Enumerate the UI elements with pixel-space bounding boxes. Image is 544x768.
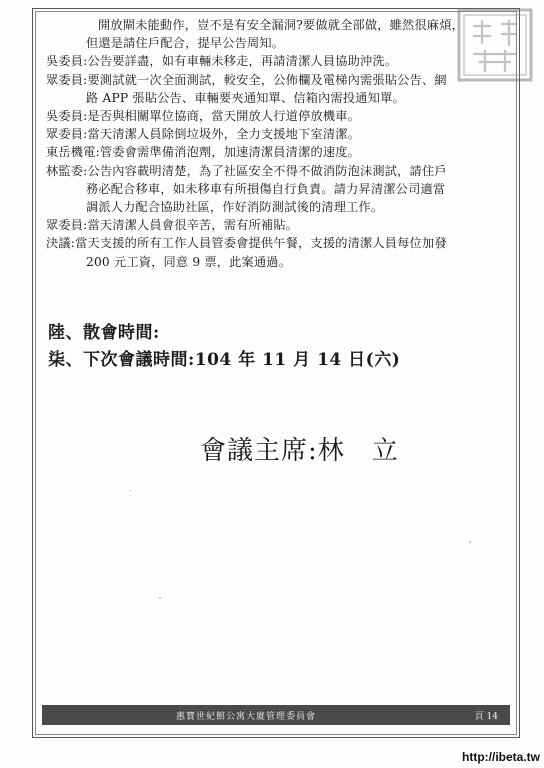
speaker-text: 要測試就一次全面測試，較安全，公佈欄及電梯內需張貼公告、網 xyxy=(87,72,447,87)
minutes-body xyxy=(46,16,506,271)
speaker-text: 公告要詳盡，如有車輛未移走，再請清潔人員協助沖洗。 xyxy=(87,54,398,69)
speaker-colon: : xyxy=(95,145,100,160)
speaker-text: 公告內容載明清楚，為了社區安全不得不做消防泡沫測試，請住戶 xyxy=(87,163,447,178)
speaker-text-continued: 調派人力配合協助社區，作好消防測試後的清理工作。 xyxy=(86,200,384,215)
speaker-label: 吳委員 xyxy=(46,54,84,69)
speaker-colon: : xyxy=(83,218,88,233)
speaker-colon: : xyxy=(83,163,88,178)
adjourn-time-heading: 陸、散會時間: xyxy=(48,323,160,343)
speaker-label: 東岳機電 xyxy=(46,145,96,160)
speaker-text-continued: 200 元工資，同意 9 票，此案通過。 xyxy=(86,254,292,269)
speaker-label: 眾委員 xyxy=(46,72,84,87)
minutes-entry xyxy=(46,71,506,107)
speaker-text-continued: 務必配合移車，如未移車有所損傷自行負責。請力昇清潔公司適當 xyxy=(86,181,446,196)
scan-speckles xyxy=(130,490,530,610)
speaker-text-continued: 路 APP 張貼公告、車輛要夾通知單、信箱內需投通知單。 xyxy=(86,90,405,105)
page-footer xyxy=(42,705,510,725)
speaker-text: 管委會需準備消泡劑，加速清潔員清潔的速度。 xyxy=(99,145,361,160)
speaker-text: 當天清潔人員除倒垃圾外，全力支援地下室清潔。 xyxy=(87,127,361,142)
speaker-label: 決議 xyxy=(46,236,71,251)
speaker-label: 吳委員 xyxy=(46,109,84,124)
minutes-entry xyxy=(46,125,506,143)
next-meeting-heading: 柒、下次會議時間:104 年 11 月 14 日(六) xyxy=(48,350,401,370)
minutes-entry xyxy=(46,16,506,52)
speaker-label: 眾委員 xyxy=(46,127,84,142)
minutes-entry xyxy=(46,52,506,70)
speaker-colon: : xyxy=(83,54,88,69)
footer-page-number: 頁 14 xyxy=(474,711,498,722)
speaker-label: 林監委 xyxy=(46,163,84,178)
speaker-colon: : xyxy=(70,236,76,251)
minutes-entry xyxy=(46,107,506,125)
speaker-colon: : xyxy=(83,127,88,142)
speaker-colon: : xyxy=(83,72,88,87)
meeting-chair: 會議主席:林 立 xyxy=(200,436,399,466)
speaker-label: 眾委員 xyxy=(46,218,84,233)
speaker-text: 當天支援的所有工作人員管委會提供午餐，支援的清潔人員每位加發 xyxy=(75,236,447,251)
site-watermark: http://ibeta.tw xyxy=(462,750,540,764)
minutes-entry xyxy=(46,216,506,234)
minutes-entry xyxy=(46,162,506,217)
minutes-text: 開放閘未能動作，豈不是有安全漏洞?要做就全部做，雖然很麻煩， xyxy=(98,18,464,32)
minutes-entry xyxy=(46,143,506,161)
minutes-text-continued: 但還是請住戶配合，提早公告周知。 xyxy=(86,36,285,51)
footer-org-name: 惠寶世紀館公寓大廈管理委員會 xyxy=(175,711,316,722)
minutes-entry xyxy=(46,234,506,270)
speaker-colon: : xyxy=(83,109,88,124)
speaker-text: 當天清潔人員會很辛苦，需有所補貼。 xyxy=(87,218,299,233)
speaker-text: 是否與相關單位協商，當天開放人行道停放機車。 xyxy=(87,109,361,124)
